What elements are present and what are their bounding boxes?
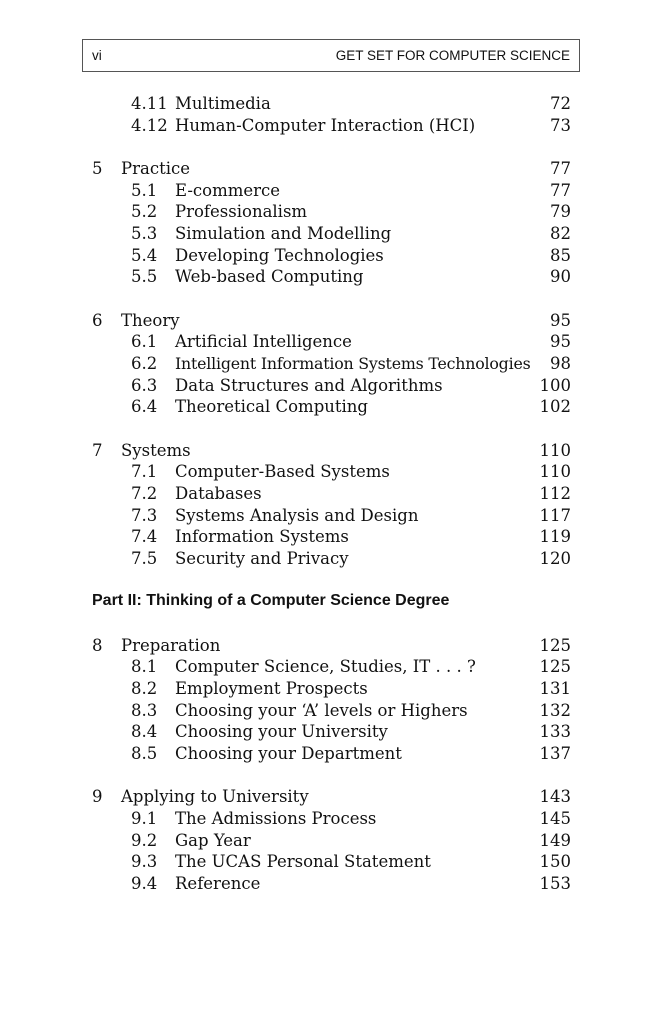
section-title: Systems Analysis and Design (175, 506, 419, 525)
section-title: Human-Computer Interaction (HCI) (175, 116, 476, 135)
section-page: 120 (539, 549, 571, 568)
section-page: 85 (550, 246, 571, 265)
section-page: 132 (539, 701, 571, 720)
toc-section-9-4 (0, 873, 652, 895)
section-title: Choosing your University (175, 722, 388, 741)
section-title: Gap Year (175, 831, 251, 850)
toc-section-8-3 (0, 700, 652, 722)
toc-section-9-3 (0, 851, 652, 873)
section-title: The UCAS Personal Statement (175, 852, 431, 871)
section-page: 73 (550, 116, 571, 135)
section-number: 5.5 (131, 267, 158, 286)
toc-chapter-8 (0, 635, 652, 657)
toc-section-5-3 (0, 223, 652, 245)
section-title: Professionalism (175, 202, 308, 221)
section-page: 133 (539, 722, 571, 741)
section-number: 4.11 (131, 94, 168, 113)
section-number: 8.1 (131, 657, 158, 676)
toc-section-7-3 (0, 505, 652, 527)
chapter-number: 6 (92, 311, 103, 330)
section-number: 9.2 (131, 831, 158, 850)
toc-section-7-2 (0, 483, 652, 505)
toc-section-4-11 (0, 93, 652, 115)
toc-section-8-4 (0, 721, 652, 743)
toc-chapter-5 (0, 158, 652, 180)
toc-section-6-4 (0, 396, 652, 418)
toc-section-6-2 (0, 353, 652, 375)
toc-section-4-12 (0, 115, 652, 137)
section-number: 4.12 (131, 116, 168, 135)
toc-section-7-4 (0, 526, 652, 548)
section-title: The Admissions Process (175, 809, 377, 828)
chapter-number: 5 (92, 159, 103, 178)
section-number: 6.2 (131, 354, 158, 373)
section-title: Developing Technologies (175, 246, 384, 265)
section-page: 79 (550, 202, 571, 221)
section-title: Databases (175, 484, 262, 503)
toc-section-5-4 (0, 245, 652, 267)
chapter-number: 7 (92, 441, 103, 460)
section-page: 98 (550, 354, 571, 373)
section-page: 72 (550, 94, 571, 113)
section-number: 9.1 (131, 809, 158, 828)
section-number: 5.1 (131, 181, 158, 200)
section-title: Reference (175, 874, 261, 893)
section-page: 117 (539, 506, 571, 525)
section-number: 7.4 (131, 527, 158, 546)
section-page: 90 (550, 267, 571, 286)
section-number: 7.1 (131, 462, 158, 481)
section-number: 9.3 (131, 852, 158, 871)
section-page: 95 (550, 332, 571, 351)
section-number: 8.4 (131, 722, 158, 741)
section-page: 119 (539, 527, 571, 546)
toc-section-9-1 (0, 808, 652, 830)
toc-section-7-5 (0, 548, 652, 570)
section-number: 6.1 (131, 332, 158, 351)
section-page: 145 (539, 809, 571, 828)
section-page: 100 (539, 376, 571, 395)
section-title: Artificial Intelligence (175, 332, 352, 351)
section-number: 8.5 (131, 744, 158, 763)
section-number: 7.2 (131, 484, 158, 503)
section-number: 8.2 (131, 679, 158, 698)
section-title: Web-based Computing (175, 267, 364, 286)
section-title: Choosing your Department (175, 744, 402, 763)
toc-section-5-2 (0, 201, 652, 223)
toc-section-5-5 (0, 266, 652, 288)
section-title: Choosing your ‘A’ levels or Highers (175, 701, 468, 720)
toc-section-8-1 (0, 656, 652, 678)
chapter-title: Theory (121, 311, 180, 330)
section-title: Computer-Based Systems (175, 462, 390, 481)
toc-chapter-9 (0, 786, 652, 808)
section-page: 149 (539, 831, 571, 850)
chapter-page: 143 (539, 787, 571, 806)
toc-chapter-7 (0, 440, 652, 462)
chapter-title: Applying to University (121, 787, 309, 806)
section-page: 110 (539, 462, 571, 481)
section-page: 102 (539, 397, 571, 416)
chapter-title: Practice (121, 159, 190, 178)
chapter-page: 110 (539, 441, 571, 460)
chapter-number: 9 (92, 787, 103, 806)
part-heading: Part II: Thinking of a Computer Science Degree (92, 592, 450, 609)
section-page: 153 (539, 874, 571, 893)
chapter-page: 125 (539, 636, 571, 655)
chapter-title: Systems (121, 441, 191, 460)
toc-section-8-5 (0, 743, 652, 765)
section-page: 150 (539, 852, 571, 871)
chapter-title: Preparation (121, 636, 221, 655)
section-title: Theoretical Computing (175, 397, 368, 416)
section-title: Multimedia (175, 94, 271, 113)
header-running-title: GET SET FOR COMPUTER SCIENCE (335, 48, 570, 63)
section-page: 131 (539, 679, 571, 698)
section-number: 5.2 (131, 202, 158, 221)
section-number: 9.4 (131, 874, 158, 893)
section-number: 5.3 (131, 224, 158, 243)
chapter-page: 95 (550, 311, 571, 330)
section-page: 137 (539, 744, 571, 763)
section-title: Employment Prospects (175, 679, 368, 698)
toc-section-7-1 (0, 461, 652, 483)
toc-section-9-2 (0, 830, 652, 852)
section-title: Security and Privacy (175, 549, 349, 568)
chapter-number: 8 (92, 636, 103, 655)
chapter-page: 77 (550, 159, 571, 178)
section-title: Intelligent Information Systems Technologies (175, 354, 531, 373)
section-title: Simulation and Modelling (175, 224, 392, 243)
section-number: 7.5 (131, 549, 158, 568)
section-number: 8.3 (131, 701, 158, 720)
header-page-number: vi (92, 48, 102, 63)
section-title: Information Systems (175, 527, 349, 546)
section-page: 112 (539, 484, 571, 503)
section-number: 6.4 (131, 397, 158, 416)
section-page: 125 (539, 657, 571, 676)
toc-section-5-1 (0, 180, 652, 202)
section-number: 7.3 (131, 506, 158, 525)
section-title: E-commerce (175, 181, 281, 200)
section-title: Computer Science, Studies, IT . . . ? (175, 657, 476, 676)
section-number: 5.4 (131, 246, 158, 265)
toc-section-6-1 (0, 331, 652, 353)
toc-section-6-3 (0, 375, 652, 397)
section-page: 77 (550, 181, 571, 200)
toc-section-8-2 (0, 678, 652, 700)
section-title: Data Structures and Algorithms (175, 376, 443, 395)
section-number: 6.3 (131, 376, 158, 395)
toc-chapter-6 (0, 310, 652, 332)
section-page: 82 (550, 224, 571, 243)
